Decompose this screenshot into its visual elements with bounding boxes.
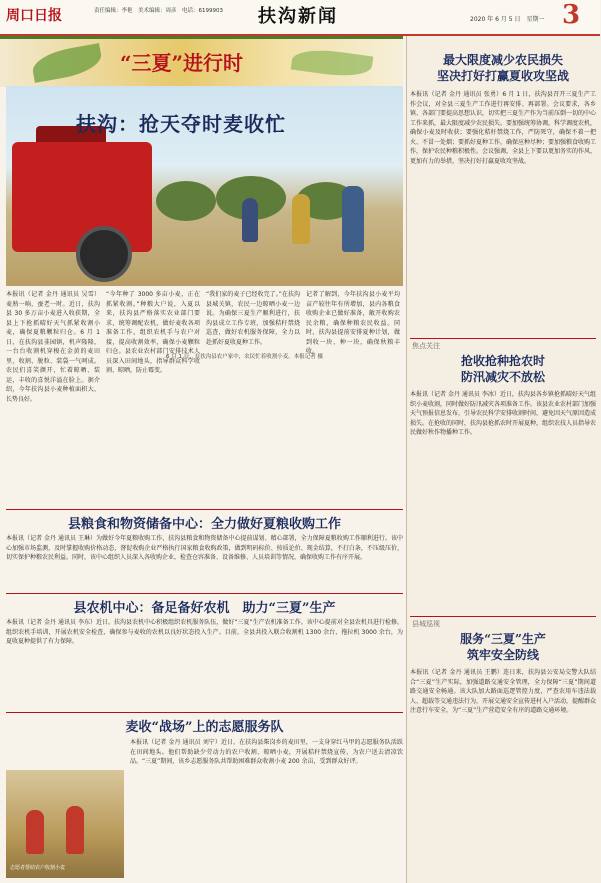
right-focus-body: 本报讯（记者 金丹 通讯员 李冰）近日，扶沟县各乡镇抢抓晴好天气组织小麦收割，同时做好防汛减灾各项准备工作。该县农业农村部门加强天气预报信息发布，引导农民科学安排收割时间，避免因天气原因造成损失。在抢收的同时，扶沟县抢抓农时开展夏种，组织农技人员指导农民做好秋作物播种工作。 bbox=[410, 391, 597, 436]
farm-headline: 县农机中心：备足备好农机 助力“三夏”生产 bbox=[73, 601, 336, 616]
right-main-headline-line1: 最大限度减少农民损失 bbox=[442, 53, 563, 67]
issue-date: 2020 年 6 月 5 日 星期一 bbox=[470, 16, 545, 23]
farm-story-body: 本报讯（记者 金丹 通讯员 李东）近日，扶沟县农机中心积极组织农机服务队伍，做好“三夏”生产农机准备工作。该中心提前对全县农机具进行检修，组织农机手培训，开展农机安全检查，确保参与麦收的农机以良好状态投入生产。目前，全县共投入联合收割机 1300 余台，拖拉机 3000 余台，为夏收夏种提供了有力保障。 bbox=[6, 619, 403, 645]
farmer-figure bbox=[342, 186, 364, 252]
safety-label: 县城巡视 bbox=[412, 620, 440, 628]
right-focus-headline-line1: 抢收抢种抢农时 bbox=[460, 354, 545, 368]
right-main-headline bbox=[410, 52, 596, 84]
farmer-figure bbox=[242, 198, 258, 242]
grain-headline: 县粮食和物资储备中心：全力做好夏粮收购工作 bbox=[67, 517, 341, 532]
grain-story-body: 本报讯（记者 金丹 通讯员 王琳）为做好今年夏粮收购工作，扶沟县粮食和物资储备中心提前谋划、精心部署，全力保障夏粮收购工作顺利进行。该中心加强市场监测，及时掌握收购价格动态，督促收购企业严格执行国家粮食收购政策，做到明码标价、按质论价、现金结算，不打白条，不压级压价，切实保护种粮农民利益。同时，该中心组织人员深入各收购企业，检查仓容准备、设备维修、人员培训等情况，确保收购工作有序开展。 bbox=[6, 535, 403, 561]
right-safety-headline bbox=[410, 631, 596, 663]
lead-story-column: 记者了解到，今年扶沟县小麦平均亩产较往年有所增加，县内各粮食收购企业已做好准备，敞开收购农民余粮，确保种粮农民收益。同时，扶沟县提前安排夏种计划，做到收一块、种一块，确保秋粮丰收。 bbox=[306, 291, 400, 355]
divider bbox=[410, 616, 596, 617]
lead-byline: 本报讯（记者 金丹 通讯员 吴雪） bbox=[6, 291, 100, 298]
volunteer-figure bbox=[26, 810, 44, 854]
right-safety-headline-line2: 筑牢安全防线 bbox=[466, 648, 539, 662]
focus-label: 焦点关注 bbox=[412, 342, 440, 350]
masthead-info: 责任编辑：李艳 美术编辑：周彦 电话：6199903 bbox=[94, 8, 223, 14]
sanxia-banner bbox=[0, 36, 403, 87]
volunteer-photo bbox=[6, 770, 124, 878]
volunteer-photo-caption: 志愿者帮助农户收割小麦 bbox=[10, 865, 66, 871]
farmer-figure bbox=[292, 194, 310, 244]
volunteer-story-body: 本报讯（记者 金丹 通讯员 刘宁）近日，在扶沟县柴岗乡的麦田里，一支身穿红马甲的志愿服务队活跃在田间地头。他们帮助缺少劳动力的农户收割、晾晒小麦，开展秸秆禁烧宣传，为农户送去清凉饮品。“三夏”期间，该乡志愿服务队共帮助困难群众收割小麦 200 余亩，受到群众好评。 bbox=[130, 739, 403, 765]
volunteer-headline: 麦收“战场”上的志愿服务队 bbox=[125, 720, 284, 735]
section-title: 扶沟新闻 bbox=[258, 6, 338, 27]
lead-story-column: “今年种了 3000 多亩小麦，正在抓紧收割。”种粮大户说，入夏以来，扶沟县严格落实农业部门要求，统筹调配农机，做好麦收各项准备工作，组织农机手与农户对接，提高收割效率，确保小麦颗粒归仓。县农业农村部门安排技术人员深入田间地头，指导群众科学收割、晾晒，防止霉变。 bbox=[106, 291, 200, 374]
right-focus-headline-line2: 防汛减灾不放松 bbox=[460, 370, 545, 384]
lead-story-column: “我们家的麦子已经收完了。”在扶沟县城关镇，农民一边晾晒小麦一边说。为确保三夏生产顺利进行，扶沟县成立工作专班，加强秸秆禁烧巡查，做好农机服务保障，全力以赴抓好夏收夏种工作。 bbox=[206, 291, 300, 346]
masthead bbox=[0, 0, 600, 36]
right-main-headline-line2: 坚决打好打赢夏收攻坚战 bbox=[436, 69, 569, 83]
lead-headline: 扶沟：抢天夺时麦收忙 bbox=[76, 112, 286, 136]
wheat-leaf-icon bbox=[30, 43, 104, 83]
photo-caption: 6 月 1 日，在扶沟县农户家中，农民忙着收割小麦。本报记者 摄 bbox=[166, 354, 323, 360]
volunteer-story-intro bbox=[6, 738, 122, 768]
right-safety-headline-line1: 服务“三夏”生产 bbox=[460, 632, 546, 646]
divider bbox=[6, 593, 403, 594]
lead-story-column bbox=[6, 290, 100, 506]
divider bbox=[410, 338, 596, 339]
right-main-body: 本报讯（记者 金丹 通讯员 张勇）6 月 1 日，扶沟县召开三夏生产工作会议，对全县三夏生产工作进行再安排、再部署。会议要求，各乡镇、各部门要提高思想认识，切实把三夏生产作为当前压倒一切的中心工作来抓，最大限度减少农民损失。要加强统筹协调，科学调度农机，确保小麦及时收获；要强化秸秆禁烧工作，严防死守，确保不着一把火、不冒一处烟；要抓好夏种工作，确保应种尽种；要加强粮食收购工作，保护农民种粮积极性。会议强调，全县上下要以更加务实的作风、更加有力的举措，坚决打好打赢夏收攻坚战。 bbox=[410, 91, 597, 165]
right-safety-body: 本报讯（记者 金丹 通讯员 王鹏）连日来，扶沟县公安局交警大队结合“三夏”生产实际，加强道路交通安全管理，全力保障“三夏”期间道路交通安全畅通。该大队加大路面巡逻管控力度，严查农用车违法载人、超载等交通违法行为，开展交通安全宣传进村入户活动，提醒群众注意行车安全，为“三夏”生产营造安全有序的道路交通环境。 bbox=[410, 669, 597, 714]
wheat-leaf-icon bbox=[291, 46, 374, 81]
volunteer-figure bbox=[66, 806, 84, 854]
harvester-wheel bbox=[76, 226, 132, 282]
divider bbox=[6, 712, 403, 713]
tree-illustration bbox=[156, 181, 216, 221]
banner-title: “三夏”进行时 bbox=[120, 51, 244, 75]
page-number: 3 bbox=[562, 0, 581, 30]
divider bbox=[6, 509, 403, 510]
right-focus-headline bbox=[410, 353, 596, 385]
lead-paragraph: 麦熟一晌，蚕老一时。近日，扶沟县 30 多万亩小麦进入收获期，全县上下抢抓晴好天气抓紧收割小麦，确保夏粮颗粒归仓。6 月 1 日，在扶沟县韭园镇，机声隆隆，一台台收割机穿梭在金黄的麦田里，收割、脱粒、装袋一气呵成。农民们喜笑颜开，忙着晾晒、装运，丰收的喜悦洋溢在脸上。据介绍，今年扶沟县小麦种植面积大，长势良好。 bbox=[6, 300, 100, 403]
newspaper-logo: 周口日报 bbox=[6, 8, 62, 24]
